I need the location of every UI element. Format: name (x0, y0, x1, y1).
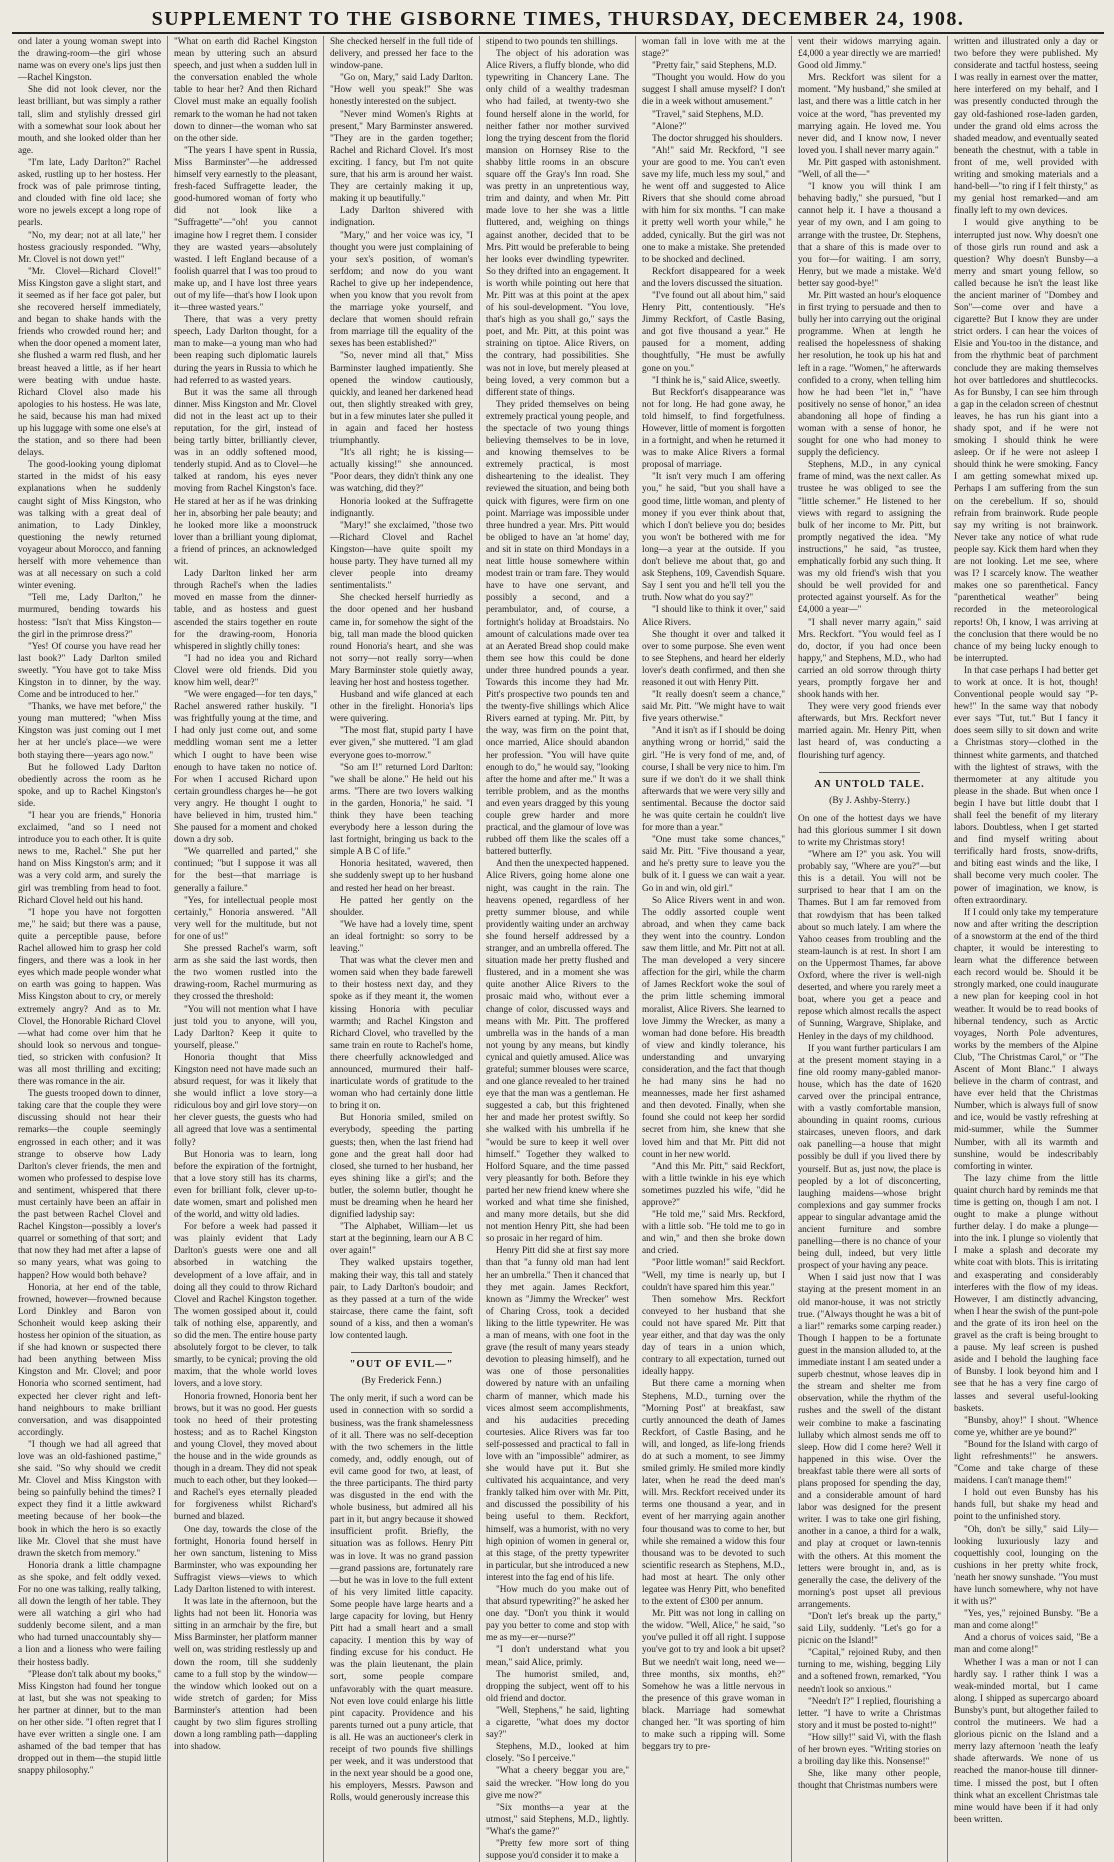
article-paragraph: "How much do you make out of that absurd typewriting?" he asked her one day. "Don't you think it would pay you better to come and stop with me as my—er—nurse?" (486, 1585, 629, 1644)
article-paragraph: "I should like to think it over," said Alice Rivers. (642, 605, 785, 628)
divider-rule (351, 1352, 451, 1353)
story-title: "OUT OF EVIL—" (349, 1359, 454, 1371)
article-paragraph: "The most flat, stupid party I have ever given," she muttered. "I am glad everyone goes to-morrow." (330, 726, 473, 761)
article-paragraph: "Pretty fair," said Stephens, M.D. (652, 61, 777, 72)
article-paragraph: stipend to two pounds ten shillings. (486, 37, 618, 47)
article-paragraph: "We have had a lovely time, spent an ideal fortnight: so sorry to be leaving." (330, 919, 473, 955)
article-paragraph: "I think he is," said Alice, sweetly. (652, 375, 781, 386)
article-paragraph: written and illustrated only a day or two before they were published. My considerate and tactful hostess, seeing I was really in earnest over the matter, here interfered on my behalf, and I was presently conducted through the gay old-fashioned rose-laden garden, under the grand old elms across the shaded meadow, and eventually seated beneath the chestnut, with a table in front of me, well provided with writing and smoking materials and a hand-bell—"to ring if I felt thirsty," as my genial host remarked—and am finally left to my own devices. (954, 37, 1098, 217)
article-paragraph: "The Alphabet, William—let us start at the beginning, learn our A B C over again!" (330, 1222, 473, 1257)
article-paragraph: "And it isn't as if I should be doing anything wrong or horrid," said the girl. "He is very fond of me, and, of course, I shall be very nice to him. I'm sure if we don't do it we shall think afterwards that we were very silly and sentimental. Because the doctor said he was quite certain he couldn't live for more than a year." (642, 726, 785, 834)
story-heading (330, 1352, 473, 1387)
story-heading (798, 772, 941, 807)
column-5 (636, 36, 792, 1862)
article-paragraph: "Six months—a year at the utmost," said Stephens, M.D., lightly. "What's the game?" (486, 1802, 629, 1837)
article-paragraph: Honoria hesitated, wavered, then she suddenly swept up to her husband and rested her head on her breast. (330, 859, 473, 894)
story-paragraph: The only merit, if such a word can be used in connection with so sordid a business, was the frank shamelessness of it all. There was no self-deception with the two schemers in the little comedy, and, oddly enough, out of evil came good for two, at least, of the three participants. The third party was disgusted in the end with the whole business, but admired all his part in it, but angry because it showed insufficient profit. Briefly, the situation was as follows. Henry Pitt was in love. It was no grand passion—grand passions are, fortunately rare—but he was in love to the full extent of his very limited little capacity. Some people have large hearts and a large capacity for loving, but Henry Pitt had a small heart and a small capacity. I mention this by way of finding excuse for his conduct. He was the plain lieutenant, the plain sort, some people compare unfavorably with the quart measure. Not even love could enlarge his little pint capacity. Providence and his parents turned out a puny article, that is all. He was an auctioneer's clerk in receipt of two pounds five shillings per week, and it was understood that in the next year should be a good one, his employers, Messrs. Pawson and Rolls, would generously increase this (330, 1394, 473, 1804)
article-paragraph: She did not look clever, nor the least brilliant, but was simply a rather tall, slim and stylishly dressed girl with a somewhat sour look about her mouth, and she looked older than her age. (18, 85, 161, 156)
article-paragraph: Mr. Pitt wasted an hour's eloquence in first trying to persuade and then to bully her into carrying out the original programme. When at length he realised the hopelessness of shaking her resolution, he took up his hat and left in a rage. "Women," he afterwards confided to a crony, when telling him how he had been "let in," "have positively no sense of honor," an idea abandoning all hope of finding a woman with a sense of honor, he sought for one who had money to supply the deficiency. (798, 290, 941, 459)
page-masthead: SUPPLEMENT TO THE GISBORNE TIMES, THURSDAY, DECEMBER 24, 1908. (12, 6, 1104, 34)
article-paragraph: Reckfort disappeared for a week and the lovers discussed the situation. (642, 266, 785, 289)
divider-rule (819, 772, 919, 773)
article-paragraph: "Ah!" said Mr. Reckford, "I see your are good to me. You can't even save my life, much less my soul," and he went off and suggested to Alice Rivers that she should come abroad with him for six months. "I can make it pretty well worth your while," he added, cynically. But the girl was not one to make a mistake. She pretended to be shocked and declined. (642, 145, 785, 265)
article-paragraph: That was what the clever men and women said when they bade farewell to their hostess next day, and they spoke as if they meant it, the women kissing Honoria with peculiar warmth; and Rachel Kingston and Richard Clovel, who travelled by the same train en route to Rachel's home, there cheerfully acknowledged and announced, murmured their half-inarticulate words of gratitude to the woman who had certainly done little to bring it on. (330, 956, 473, 1112)
article-paragraph: But it was the same all through dinner. Miss Kingston and Mr. Clovel did not in the least act up to their reputation, for the girl, instead of being tartly bitter, brilliantly clever, was in an oddly softened mood, tenderly stupid. And as to Clovel—he talked at random, his eyes never moving from Rachel Kingston's face. He stared at her as if he was drinking her in, absorbing her pale beauty; and he looked more like a moonstruck lover than a brilliant young diplomat, a friend of princes, an acknowledged wit. (174, 387, 317, 568)
article-paragraph: "One must take some chances," said Mr. Pitt. "Five thousand a year, and he's pretty sure to leave you the bulk of it. I guess we can wait a year. Go in and win, old girl." (642, 835, 785, 894)
article-paragraph: "What on earth did Rachel Kingston mean by uttering such an absurd speech, and just when a sudden lull in the conversation enabled the whole table to hear her? And then Richard Clovel must make an equally foolish remark to the woman he had not taken down to dinner—the woman who sat on the other side. (174, 37, 317, 144)
article-paragraph: Mr. Pitt gasped with astonishment. "Well, of all the—" (798, 157, 941, 181)
article-paragraph: "Please don't talk about my books," Miss Kingston had found her tongue at last, but she was not speaking to her partner at dinner, but to the man on her other side. "I often regret that I have ever written a single one. I am ashamed of the bad temper that has dropped out in them—the stupid little snappy philosophy." (18, 1669, 161, 1777)
story-paragraph: On one of the hottest days we have had this glorious summer I sit down to write my Christmas story! (798, 813, 941, 848)
article-paragraph: She checked herself in the full tide of delivery, and pressed her face to the window-pane. (330, 37, 473, 72)
article-paragraph: "Yes, for intellectual people most certainly," Honoria answered. "All very well for the multitude, but not for one of us!" (174, 895, 317, 942)
article-paragraph: "It really doesn't seem a chance," said Mr. Pitt. "We might have to wait five years otherwise." (642, 690, 785, 725)
article-paragraph: The humorist smiled, and, dropping the subject, went off to his old friend and doctor. (486, 1669, 629, 1704)
article-paragraph: Husband and wife glanced at each other in the firelight. Honoria's lips were quivering. (330, 690, 473, 725)
article-paragraph: "So, never mind all that," Miss Barminster laughed impatiently. She opened the window cautiously, quickly, and leaned her darkened head out, then slightly streaked with grey, but in a few minutes later she pulled it in again and faced her hostess triumphantly. (330, 351, 473, 447)
article-paragraph: "Yes, yes," rejoined Bunsby. "Be a man and come along!" (954, 1609, 1098, 1632)
article-paragraph: But Honoria was to learn, long before the expiration of the fortnight, that a love story still has its charms, even for brilliant folk, clever up-to-date women, smart and polished men of the world, and witty old ladies. (174, 1149, 317, 1221)
article-paragraph: Stephens, M.D., in any cynical frame of mind, was the next caller. As trustee he was obliged to see the "little schemer." He listened to her views with regard to assigning the bulk of her income to Mr. Pitt, but promptly negatived the idea. "My instructions," he said, "as trustee, emphatically forbid any such thing. It was my old friend's wish that you should be well provided for and protected against yourself. As for the £4,000 a year—" (798, 460, 941, 616)
article-paragraph: "Mary," and her voice was icy, "I thought you were just complaining of your sex's position, of woman's serfdom; and now do you want Rachel to give up her independence, when you know that you revolt from the marriage yoke yourself, and declare that women should refrain from marriage till the equality of the sexes has been established?" (330, 230, 473, 350)
article-paragraph: "It's all right; he is kissing—actually kissing!" she announced. "Poor dears, they didn't think any one was watching, did they?" (330, 448, 473, 495)
column-6 (792, 36, 948, 1862)
article-paragraph: Honoria frowned, Honoria bent her brows, but it was no good. Her guests took no heed of their protesting hostess; and as to Rachel Kingston and young Clovel, they moved about the house and in the wide grounds as though in a dream. They did not speak much to each other, but they looked—and Rachel's eyes eternally pleaded for forgiveness whilst Richard's burned and blazed. (174, 1391, 317, 1523)
article-paragraph: She checked herself hurriedly as the door opened and her husband came in, for somehow the sight of the big, tall man made the blood quicken round Honoria's heart, and she was not sorry—not really sorry—when Mary Barminster stole quietly away, leaving her host and hostess together. (330, 593, 473, 688)
article-paragraph: Stephens, M.D., looked at him closely. "So I perceive." (486, 1742, 629, 1765)
story-paragraph: "Needn't I?" I replied, flourishing a letter. "I have to write a Christmas story and it must be posted to-night!" (798, 1696, 941, 1731)
article-paragraph: "Yes! Of course you have read her last book?" Lady Darlton smiled sweetly. "You have got to take Miss Kingston in to dinner, by the way. Come and be introduced to her." (18, 641, 161, 701)
article-paragraph: The lazy chime from the little quaint church hard by reminds me that time is getting on, though I am not. I ought to make a plunge without further delay. I do make a plunge—into the ink. I plunge so violently that I make a splash and decorate my white coat with blots. This is irritating and exasperating and considerably interferes with the flow of my ideas. However, I am distinctly advancing, when I hear the swish of the punt-pole and the grate of its iron heel on the gravel as the craft is being brought to a pause. My leaf screen is pushed aside and I behold the laughing face of Bunsby. I look beyond him and I see that he has a very fine cargo of lasses and several useful-looking baskets. (954, 1173, 1098, 1414)
article-paragraph: "I know you will think I am behaving badly," she pursued, "but I cannot help it. I have a thousand a year of my own, and I am going to arrange with the trustee, Dr. Stephens, that a share of this is made over to you for—for waiting. I am sorry, Henry, but we made a mistake. We'd better say good-bye!" (798, 182, 941, 289)
article-paragraph: She thought it over and talked it over to some purpose. She even went to see Stephens, and heard her elderly lover's death confirmed, and then she reasoned it out with Henry Pitt. (642, 629, 785, 688)
story-paragraph: "Don't let's break up the party," said Lily, suddenly. "Let's go for a picnic on the Island!" (798, 1612, 941, 1647)
article-paragraph: "He told me," said Mrs. Reckford, with a little sob. "He told me to go in and win," and then she broke down and cried. (642, 1210, 785, 1257)
story-paragraph: When I said just now that I was staying at the present moment in an old manor-house, it was not strictly true. ("Always thought he was a bit of a liar!" remarks some carping reader.) Though I happen to be a fortunate guest in the mansion alluded to, at the immediate instant I am seated under a superb chestnut, whose leaves dip in the stream and shelter me from observation, while the rhythm of the rushes and the swell of the distant weir combine to make a fascinating lullaby which almost sends me off to sleep. How did I come here? Well it happened in this wise. Over the breakfast table there were all sorts of plans proposed for spending the day, and a considerable amount of hard labor was designed for the present writer. I was to take one girl fishing, another in a canoe, a third for a walk, and play at croquet or lawn-tennis with the others. At this moment the letters were brought in, and, as is generally the case, the delivery of the morning's post upset all previous arrangements. (798, 1273, 941, 1610)
article-paragraph: There, that was a very pretty speech, Lady Darlton thought, for a man to make—a young man who had been reaping such diplomatic laurels during the years in Russia to which he had referred to as wasted years. (174, 315, 317, 386)
article-paragraph: I would give anything to be interrupted just now. Why doesn't one of those girls run round and ask a question? Why doesn't Bunsby—a merry and smart young fellow, so called because he isn't the least like the ancient mariner of "Dombey and Son"—come over and have a cigarette? But I know they are under strict orders. I can hear the voices of Elsie and You-too in the distance, and from the rhythmic beat of parchment conclude they are making themselves hot over battledores and shuttlecocks. As for Bunsby, I can see him through a gap in the celadon screen of chestnut leaves, he has run his giant into a shady spot, and if he were not smoking I should think he were asleep. Or if he were not asleep I should think he were smoking. Fancy I am getting somewhat mixed up. Perhaps I am suffering from the sun on the cerebellum. If so, should refrain from brainwork. Rude people say my writing is not brainwork. Never take any notice of what rude people say. Kick them hard when they are not looking. Let me see, where was I? I scarcely know. The weather makes one so parenthetical. Fancy "parenthetical weather" being recorded in the meteorological reports! Oh, I know, I was arriving at the conclusion that there would be no chance of my being lucky enough to be interrupted. (954, 218, 1098, 664)
article-paragraph: The guests trooped down to dinner, taking care that the couple they were discussing should not hear their remarks—the couple seemingly engrossed in each other; and it was strange to observe how Lady Darlton's clever friends, the men and women who professed to despise love and sentiment, whispered that there must certainly have been an affair in the past between Rachel Clovel and Rachel Kingston—possibly a lover's quarrel or something of that sort; and that now they had met after a lapse of so many years, what was going to happen? How would both behave? (18, 1089, 161, 1281)
article-paragraph: For before a week had passed it was plainly evident that Lady Darlton's guests were one and all absorbed in watching the development of a love affair, and in doing all they could to throw Richard Clovel and Rachel Kingston together. The women gossiped about it, could talk of nothing else, apparently, and so did the men. The entire house party absolutely forgot to be clever, to talk smartly, to be cynical; proving the old maxim, that the whole world loves lovers, and a love story. (174, 1222, 317, 1390)
article-paragraph: Whether I was a man or not I can hardly say. I rather think I was a weak-minded mortal, but I came along. I shipped as supercargo aboard Bunsby's punt, but altogether failed to control the mutineers. We had a glorious picnic on the Island and a merry lazy afternoon 'neath the leafy shade afterwards. We none of us reached the manor-house till dinner-time. I missed the post, but I often think what an excellent Christmas tale mine would have been if it had only been written. (954, 1657, 1098, 1825)
article-paragraph: And then the unexpected happened. Alice Rivers, going home alone one night, was caught in the rain. The heavens opened, regardless of her pretty summer blouse, and while providently waiting under an archway she found herself addressed by a stranger, and an umbrella offered. The situation made her pretty flushed and flustered, and in a moment she was quite another Alice Rivers to the prosaic maid who, without ever a change of color, discussed ways and means with Mr. Pitt. The proffered umbrella was in the hands of a man not young by any means, but kindly cynical and quietly amused. Alice was grateful; summer blouses were scarce, and one glance revealed to her trained eye that the man was a gentleman. He suggested a cab, but this frightened her and made her protest swiftly. So she walked with his umbrella if he "would be sure to keep it well over himself." Together they walked to Holford Square, and the time passed very pleasantly for both. Before they parted her new friend knew where she worked and what time she finished, and many more details, but she did not mention Henry Pitt, she had been so prosaic in her regard of him. (486, 859, 629, 1245)
article-paragraph: "It isn't very much I am offering you," he said, "but you shall have a good time, little woman, and plenty of money if you ever think about that, which I don't believe you do; besides you won't be bothered with me for long—a year at the outside. If you don't believe me about that, go and ask Stephens, 109, Cavendish Square. Say I sent you and he'll tell you the truth. Now what do you say?" (642, 472, 785, 604)
story-paragraph: "Capital," rejoined Ruby, and then turning to me, wishing, begging Lily and a softened frown, remarked, "You needn't look so anxious." (798, 1648, 941, 1695)
column-7 (948, 36, 1104, 1862)
article-paragraph: She pressed Rachel's warm, soft arm as she said the last words, then the two women rustled into the drawing-room, Rachel murmuring as they crossed the threshold: (174, 944, 317, 1003)
article-paragraph: "The years I have spent in Russia, Miss Barminster"—he addressed himself very earnestly to the pleasant, fresh-faced Suffragette leader, the good-humored woman of forty who did not look like a "Suffragette"—"oh! you cannot imagine how I regret them. I consider they are wasted years—absolutely wasted. I left England because of a foolish quarrel that I was too proud to make up, and I have lost three years out of my life—that's how I look upon it—three wasted years." (174, 145, 317, 314)
article-paragraph: "Go on, Mary," said Lady Darlton. "How well you speak!" She was honestly interested on the subject. (330, 73, 473, 108)
article-paragraph: "Bound for the Island with cargo of light refreshments!" he answers. "Come and take charge of these maidens. I can't manage them!" (954, 1439, 1098, 1487)
article-paragraph: "And this Mr. Pitt," said Reckfort, with a little twinkle in his eye which sometimes puzzled his wife, "did he approve?" (642, 1161, 785, 1208)
article-paragraph: "Tell me, Lady Darlton," he murmured, bending towards his hostess: "Isn't that Miss Kingston—the girl in the primrose dress?" (18, 593, 161, 640)
article-paragraph: I hold out even Bunsby has his hands full, but shake my head and point to the unfinished story. (954, 1488, 1098, 1523)
column-4 (480, 36, 636, 1862)
story-paragraph: "How silly!" said Vi, with the flash of her brown eyes. "Writing stories on a broiling day like this. Nonsense!" (798, 1732, 941, 1768)
article-paragraph: "Mr. Clovel—Richard Clovel!" Miss Kingston gave a slight start, and it seemed as if her face got paler, but she recovered herself immediately, and began to shake hands with the friends who crowded round her; and when the door opened a moment later, she flushed a warm red flush, and her breast heaved a little, as if her heart were beating with undue haste. Richard Clovel also made his apologies to his hostess. He was late, he said, because his man had mixed up his luggage with some one else's at the station, and so there had been delays. (18, 266, 161, 459)
article-paragraph: They prided themselves on being extremely practical young people, and the spectacle of two young things believing themselves to be in love, and knowing themselves to be extremely practical, is most disheartening to the idealist. They reviewed the situation, and being both quick with figures, were firm on one point. Marriage was impossible under three hundred a year. Mrs. Pitt would be obliged to have an 'at home' day, and sit in state on third Mondays in a neat little house somewhere within modest train or tram fare. They would have to have one servant, and possibly a second, and a perambulator, and, of course, a fortnight's holiday at Broadstairs. No amount of calculations made over tea at an Aerated Bread shop could make them see how this could be done under three hundred pounds a year. Towards this income they had Mr. Pitt's prospective two pounds ten and the twenty-five shillings which Alice Rivers earned at typing. Mr. Pitt, by the way, was firm on the point that, once married, Alice should abandon her profession. "You will have quite enough to do," he would say, "looking after the home and after me." It was a terrible problem, and as the months and even years dragged by this young couple grew harder and more practical, and the glamour of love was rubbed off them like the scales off a battered butterfly. (486, 399, 629, 858)
article-paragraph: And a chorus of voices said, "Be a man and come along!" (954, 1633, 1098, 1656)
article-paragraph: Honoria looked at the Suffragette indignantly. (330, 496, 473, 519)
article-paragraph: Honoria drank a little champagne as she spoke, and felt oddly vexed. For no one was talking, really talking, all down the length of her table. They were all watching a girl who had suddenly become silent, and a man who had turned unaccountably shy—a lion and a lioness who were failing their hostess badly. (18, 1560, 161, 1668)
article-paragraph: "Thought you would. How do you suggest I shall amuse myself? I don't die in a week without amusement." (642, 73, 785, 108)
article-paragraph: "Mary!" she exclaimed, "those two—Richard Clovel and Rachel Kingston—have quite spoilt my house party. They have turned all my clever people into dreamy sentimentalists." (330, 520, 473, 592)
article-paragraph: But Honoria smiled, smiled on everybody, speeding the parting guests; then, when the last friend had gone and the great hall door had closed, she turned to her husband, her eyes shining like a girl's; and the butler, the solemn butler, thought he must be dreaming when he heard her dignified ladyship say: (330, 1113, 473, 1221)
article-paragraph: "Pretty few more sort of thing suppose you'd consider it to make a (486, 1838, 629, 1862)
column-2 (168, 36, 324, 1862)
article-paragraph: But Reckfort's disappearance was not for long. He had gone away, he told himself, to find forgetfulness. However, little of moment is forgotten in a fortnight, and when he returned it was to make Alice Rivers a formal proposal of marriage. (642, 387, 786, 471)
article-paragraph: "Well, Stephens," he said, lighting a cigarette, "what does my doctor say?" (486, 1705, 629, 1741)
article-paragraph: Then somehow Mrs. Reckfort conveyed to her husband that she could not have spared Mr. Pitt that year either, and that day was the only day of tears in a union which, contrary to all expectation, turned out ideally happy. (642, 1294, 785, 1378)
article-paragraph: So Alice Rivers went in and won. The oddly assorted couple went abroad, and when they came back they went into the country. London saw them little, and Mr. Pitt not at all. The man developed a very sincere affection for the girl, while the charm of James Reckfort woke the soul of the prim little scheming immoral moralist, Alice Rivers. She learned to love Jimmy the Wrecker, as many a woman had done before. His breadth of view and kindly tolerance, his understanding and unvarying consideration, and the fact that though he had many sins he had no meannesses, made her first ashamed and then devoted. Finally, when she found she could not keep her sordid secret from him, she knew that she loved him and that Mr. Pitt did not count in her new world. (642, 895, 785, 1160)
article-paragraph: vent their widows marrying again. £4,000 a year directly we are married! Good old Jimmy." (798, 37, 941, 72)
article-paragraph: "Thanks, we have met before," the young man muttered; "when Miss Kingston was just coming out I met her at her uncle's place—we were both staying there—years ago now." (18, 702, 161, 761)
article-paragraph: "No, my dear; not at all late," her hostess graciously responded. "Why, Mr. Clovel is not down yet!" (18, 230, 161, 265)
article-paragraph: "I shall never marry again," said Mrs. Reckfort. "You would feel as I do, doctor, if you had once been happy," and Stephens, M.D., who had carried an old sorrow through thirty years, promptly forgave her and shook hands with her. (798, 617, 941, 701)
article-paragraph: Honoria, at her end of the table, frowned, however—frowned because Lord Dinkley and Baron von Schonheit would keep asking their hostess her opinion of the situation, as if she had known or suspected there had been anything between Miss Kingston and Mr. Clovel; and poor Honoria who scorned sentiment, had expected her clever right and left-hand neighbours to make brilliant conversation, and was disappointed accordingly. (18, 1282, 161, 1438)
article-paragraph: "I'm late, Lady Darlton?" Rachel asked, rustling up to her hostess. Her frock was of pale primrose tinting, and clouded with fine old lace; she wore no jewels except a long rope of pearls. (18, 157, 161, 229)
article-paragraph: "So am I!" returned Lord Darlton: "we shall be alone." He held out his arms. "There are two lovers walking in the garden, Honoria," he said. "I think they have been teaching everybody here a lesson during the last fortnight, bringing us back to the simple A B C of life." (330, 762, 473, 858)
story-byline: (By Frederick Fenn.) (361, 1376, 442, 1387)
article-paragraph: It was late in the afternoon, but the lights had not been lit. Honoria was sitting in an armchair by the fire, but Miss Barminster, her platform manner well on, was striding restlessly up and down the room, till she suddenly came to a full stop by the window—the window which looked out on a wide stretch of garden; for Miss Barminster's attention had been caught by two slim figures strolling down a long rambling path—dappling into shadow. (174, 1597, 317, 1753)
article-paragraph: They walked upstairs together, making their way, this tall and stately pair, to Lady Darlton's boudoir; and as they passed at a turn of the wide staircase, there came the faint, soft sound of a kiss, and then a woman's low contented laugh. (330, 1258, 473, 1342)
article-paragraph: "We quarrelled and parted," she continued; "but I suppose it was all for the best—that marriage is generally a failure." (174, 847, 317, 894)
article-paragraph: But he followed Lady Darlton obediently across the room as he spoke, and up to Rachel Kingston's side. (18, 762, 161, 809)
article-paragraph: "I hope you have not forgotten me," he said; but there was a pause, quite a perceptible pause, before Rachel allowed him to grasp her cold fingers, and there was a look in her eyes which made people wonder what on earth was going to happen. Was Miss Kingston about to cry, or merely extremely angry? And as to Mr. Clovel, the Honorable Richard Clovel—what had come over him that he should look so nervous and tongue-tied, so stricken with confusion? It was all most thrilling and exciting; there was romance in the air. (18, 907, 161, 1088)
article-paragraph: Mrs. Reckfort was silent for a moment. "My husband," she smiled at last, and there was a little catch in her voice at the word, "has prevented my marrying again. He loved me. You never did, and I know now, I never loved you. I shall never marry again." (798, 73, 941, 156)
article-paragraph: "I don't understand what you mean," said Alice, primly. (486, 1645, 629, 1668)
column-grid (12, 36, 1104, 1862)
article-paragraph: The object of his adoration was Alice Rivers, a fluffy blonde, who did typewriting in Chancery Lane. The only child of a wealthy tradesman who had failed, at twenty-two she found herself alone in the world, for neither father nor mother survived long the trying descent from the florid mansion on Hornsey Rise to the shabby little rooms in an obscure square off the Gray's Inn road. She was pretty in an unpretentious way, trim and dainty, and when Mr. Pitt made love to her she was a little fluttered, and, weighing on things against another, decided that to be Mrs. Pitt would be preferable to being her looks ever dwindling typewriter. So they drifted into an engagement. It is worth while pointing out here that Mr. Pitt was at this point at the apex of his soul-development. "You love, that's high as you shall go," says the poet, and Mr. Pitt, at this point was straining on tiptoe. Alice Rivers, on the contrary, had possibilities. She was not in love, but merely pleased at being loved, a very common but a different state of things. (486, 49, 629, 398)
article-paragraph: The doctor shrugged his shoulders. (652, 133, 783, 144)
article-paragraph: The good-looking young diplomat started in the midst of his easy explanations when he suddenly caught sight of Miss Kingston, who was talking with a great deal of animation, to Lady Dinkley, questioning the newly returned voyageur about Morocco, and fanning herself with more vehemence than was at all necessary on such a cold winter evening. (18, 460, 161, 592)
story-paragraph: "Where am I?" you ask. You will probably say, "Where are you?"—but this is a detail. You will not be surprised to hear that I am on the Thames. But I am far removed from that rowdyism that has been talked about so much lately. I am where the Yahoo ceases from troubling and the steam-launch is at rest. In short I am on the Uppermost Thames, far above Oxford, where the river is well-nigh deserted, and where you rarely meet a boat, where you get a peace and repose which almost recalls the aspect of Sunning, Wargrave, Shiplake, and Henley in the days of my childhood. (798, 850, 941, 1042)
article-paragraph: But there came a morning when Stephens, M.D., turning over the "Morning Post" at breakfast, saw curtly announced the death of James Reckfort, of Castle Basing, and he will, and longed, as life-long friends do at such a moment, to see Jimmy smiled grimly. He smiled more kindly later, when he read the deed man's will. Mrs. Reckfort received under its terms one thousand a year, and in event of her marrying again another four thousand was to come to her, but while she remained a widow this four thousand was to be devoted to such scientific research as Stephens, M.D., had most at heart. The only other legatee was Henry Pitt, who benefited to the extent of £300 per annum. (642, 1379, 785, 1608)
article-paragraph: One day, towards the close of the fortnight, Honoria found herself in her own sanctum, listening to Miss Barminster, who was expounding her Suffragist views—views to which Lady Darlton listened to with interest. (174, 1524, 317, 1595)
article-paragraph: Lady Darlton linked her arm through Rachel's when the ladies moved en masse from the dinner-table, and as hostess and guest ascended the stairs together en route for the drawing-room, Honoria whispered in slightly chilly tones: (174, 569, 317, 652)
article-paragraph: Mr. Pitt was not long in calling on the widow. "Well, Alice," he said, "so you've pulled it off all right. I suppose you've got to try and look a bit upset? But we needn't wait long, need we—three months, six months, eh?" Somehow he was a little nervous in the presence of this grave woman in black. Marriage had somewhat changed her. "It was sporting of him to make such a ripping will. Some beggars try to pre- (642, 1609, 785, 1753)
article-paragraph: "We were engaged—for ten days," Rachel answered rather huskily. "I was frightfully young at the time, and I had only just come out, and some meddling woman sent me a letter which I ought to have been wise enough to have taken no notice of. For when I accused Richard upon certain groundless charges he—he got very angry. He thought I ought to have believed in him, trusted him." She paused for a moment and choked down a dry sob. (174, 690, 317, 846)
article-paragraph: "I've found out all about him," said Henry Pitt, contentiously. "He's Jimmy Reckfort, of Castle Basing, and got five thousand a year." He paused for a moment, adding thoughtfully, "He must be awfully gone on you." (642, 290, 785, 374)
article-paragraph: Henry Pitt did she at first say more than that "a funny old man had lent her an umbrella." Then it chanced that they met again. James Reckfort, known as "Jimmy the Wrecker" west of Charing Cross, took a decided liking to the little typewriter. He was a man of means, with one foot in the grave (the result of many years steady devotion to pleasing himself), and he was one of those personalities dowered by nature with an unfailing charm of manner, which made his vices almost seem accomplishments, and his audacities preceding courtesies. Alice Rivers was far too self-possessed and practical to fall in love with an "impossible" admirer, as she would have put it. But she cultivated his acquaintance, and very frankly talked him over with Mr. Pitt, and discussed the possibility of his being useful to them. Reckfort, himself, was a humorist, with no very high opinion of women in general or, at this stage, of the pretty typewriter in particular, but she introduced a new interest into the fag end of his life. (486, 1246, 629, 1583)
article-paragraph: "I had no idea you and Richard Clovel were old friends. Did you know him well, dear?" (174, 653, 317, 688)
article-paragraph: "Never mind Women's Rights at present," Mary Barminster answered. "They are in the garden together; Rachel and Richard Clovel. It's most exciting. I fancy, but I'm not quite sure, that his arm is around her waist. They are certainly making it up, making it up beautifully." (330, 109, 473, 205)
article-paragraph: "Travel," said Stephens, M.D. (652, 109, 764, 120)
story-paragraph: If you want further particulars I am at the present moment staying in a fine old roomy many-gabled manor-house, which has the date of 1620 carved over the principal entrance, with a vastly comfortable mansion, abounding in quaint rooms, curious staircases, uneven floors, and dark oak panelling—a house that might possibly be dull if you lived there by yourself. But as, just now, the place is peopled by a lot of disconcerting, laughing maidens—whose bright complexions and gay summer frocks appear to singular advantage amid the ancient furniture and sombre panelling—there is no chance of your being dull, indeed, but very little prospect of your having any peace. (798, 1043, 941, 1272)
story-title: AN UNTOLD TALE. (814, 778, 925, 790)
article-paragraph: "I though we had all agreed that love was an old-fashioned pastime," she said. "So why should we credit Mr. Clovel and Miss Kingston with being so painfully behind the times? I expect they find it a little awkward meeting because of her book—the book in which the hero is so exactly like Mr. Clovel that she must have drawn the sketch from memory." (18, 1439, 161, 1559)
article-paragraph: He patted her gently on the shoulder. (330, 895, 473, 918)
article-paragraph: "Poor little woman!" said Reckfort. "Well, my time is nearly up, but I couldn't have spared him this year." (642, 1258, 785, 1293)
article-paragraph: If I could only take my temperature now and after writing the description of a snowstorm at the end of the third chapter, it would be interesting to learn what the difference between each record would be. Should it be strongly marked, one could inaugurate a new plan for keeping cool in hot weather. It would be to read books of hibernal tendency, such as Arctic voyages, North Pole adventures, works by the members of the Alpine Club, "The Christmas Carol," or "The Ascent of Mont Blanc." I always believe in the charm of contrast, and have ever held that the Christmas Number, which is always full of snow and ice, would be vastly refreshing at mid-summer, while the Summer Number, with all its warmth and sunshine, would be indescribably comforting in winter. (954, 907, 1098, 1172)
story-byline: (By J. Ashby-Sterry.) (829, 795, 910, 806)
article-paragraph: ond later a young woman swept into the drawing-room—the girl whose name was on every one's lips just then—Rachel Kingston. (18, 37, 161, 84)
article-paragraph: "Alone?" (652, 121, 687, 132)
article-paragraph: "What a cheery beggar you are," said the wrecker. "How long do you give me now?" (486, 1766, 629, 1801)
article-paragraph: Honoria thought that Miss Kingston need not have made such an absurd request, for was it likely that she would inflict a love story—a ridiculous boy and girl love story—on her clever guests, the guests who had all agreed that love was a sentimental folly? (174, 1052, 317, 1148)
story-paragraph: She, like many other people, thought that Christmas numbers were (798, 1769, 941, 1792)
article-paragraph: "I hear you are friends," Honoria exclaimed, "and so I need not introduce you to each other. It is quite news to me, Rachel." She put her hand on Miss Kingston's arm; and it was a very cold arm, and surely the girl was trembling from head to foot. Richard Clovel held out his hand. (18, 811, 161, 906)
article-paragraph: "You will not mention what I have just told you to anyone, will you, Lady Darlton? Keep it quite to yourself, please." (174, 1004, 317, 1051)
article-paragraph: woman fall in love with me at the stage?" (642, 37, 785, 60)
article-paragraph: They were very good friends ever afterwards, but Mrs. Reckfort never married again. Mr. Henry Pitt, when last heard of, was conducting a flourishing turf agency. (798, 702, 941, 761)
article-paragraph: "Oh, don't be silly," said Lily—looking luxuriously lazy and coquettishly cool, lounging on the cushions in her pretty white frock, 'neath her snowy sunshade. "You must have lunch somewhere, why not have it with us?" (954, 1524, 1098, 1608)
article-paragraph: In that case perhaps I had better get to work at once. It is hot, though! Conventional people would say "P-hew!" In the same way that nobody ever says "Tut, tut." But I fancy it does seem silly to sit down and write a Christmas story—clothed in the thinnest white garments, and thatched with the lightest of straws, with the thermometer at any altitude you please in the shade. But when once I begin I have but little doubt that I shall feel the benefit of my literary labors. Doubtless, when I get started and find myself writing about terrifically hard frosts, snow-drifts, and biting east winds and the like, I shall become very much cooler. The power of imagination, we know, is often extraordinary. (954, 665, 1098, 906)
article-paragraph: "Bunsby, ahoy!" I shout. "Whence come ye, whither are ye bound?" (954, 1415, 1098, 1438)
column-1 (12, 36, 168, 1862)
column-3 (324, 36, 480, 1862)
article-paragraph: Lady Darlton shivered with indignation. (330, 206, 473, 229)
